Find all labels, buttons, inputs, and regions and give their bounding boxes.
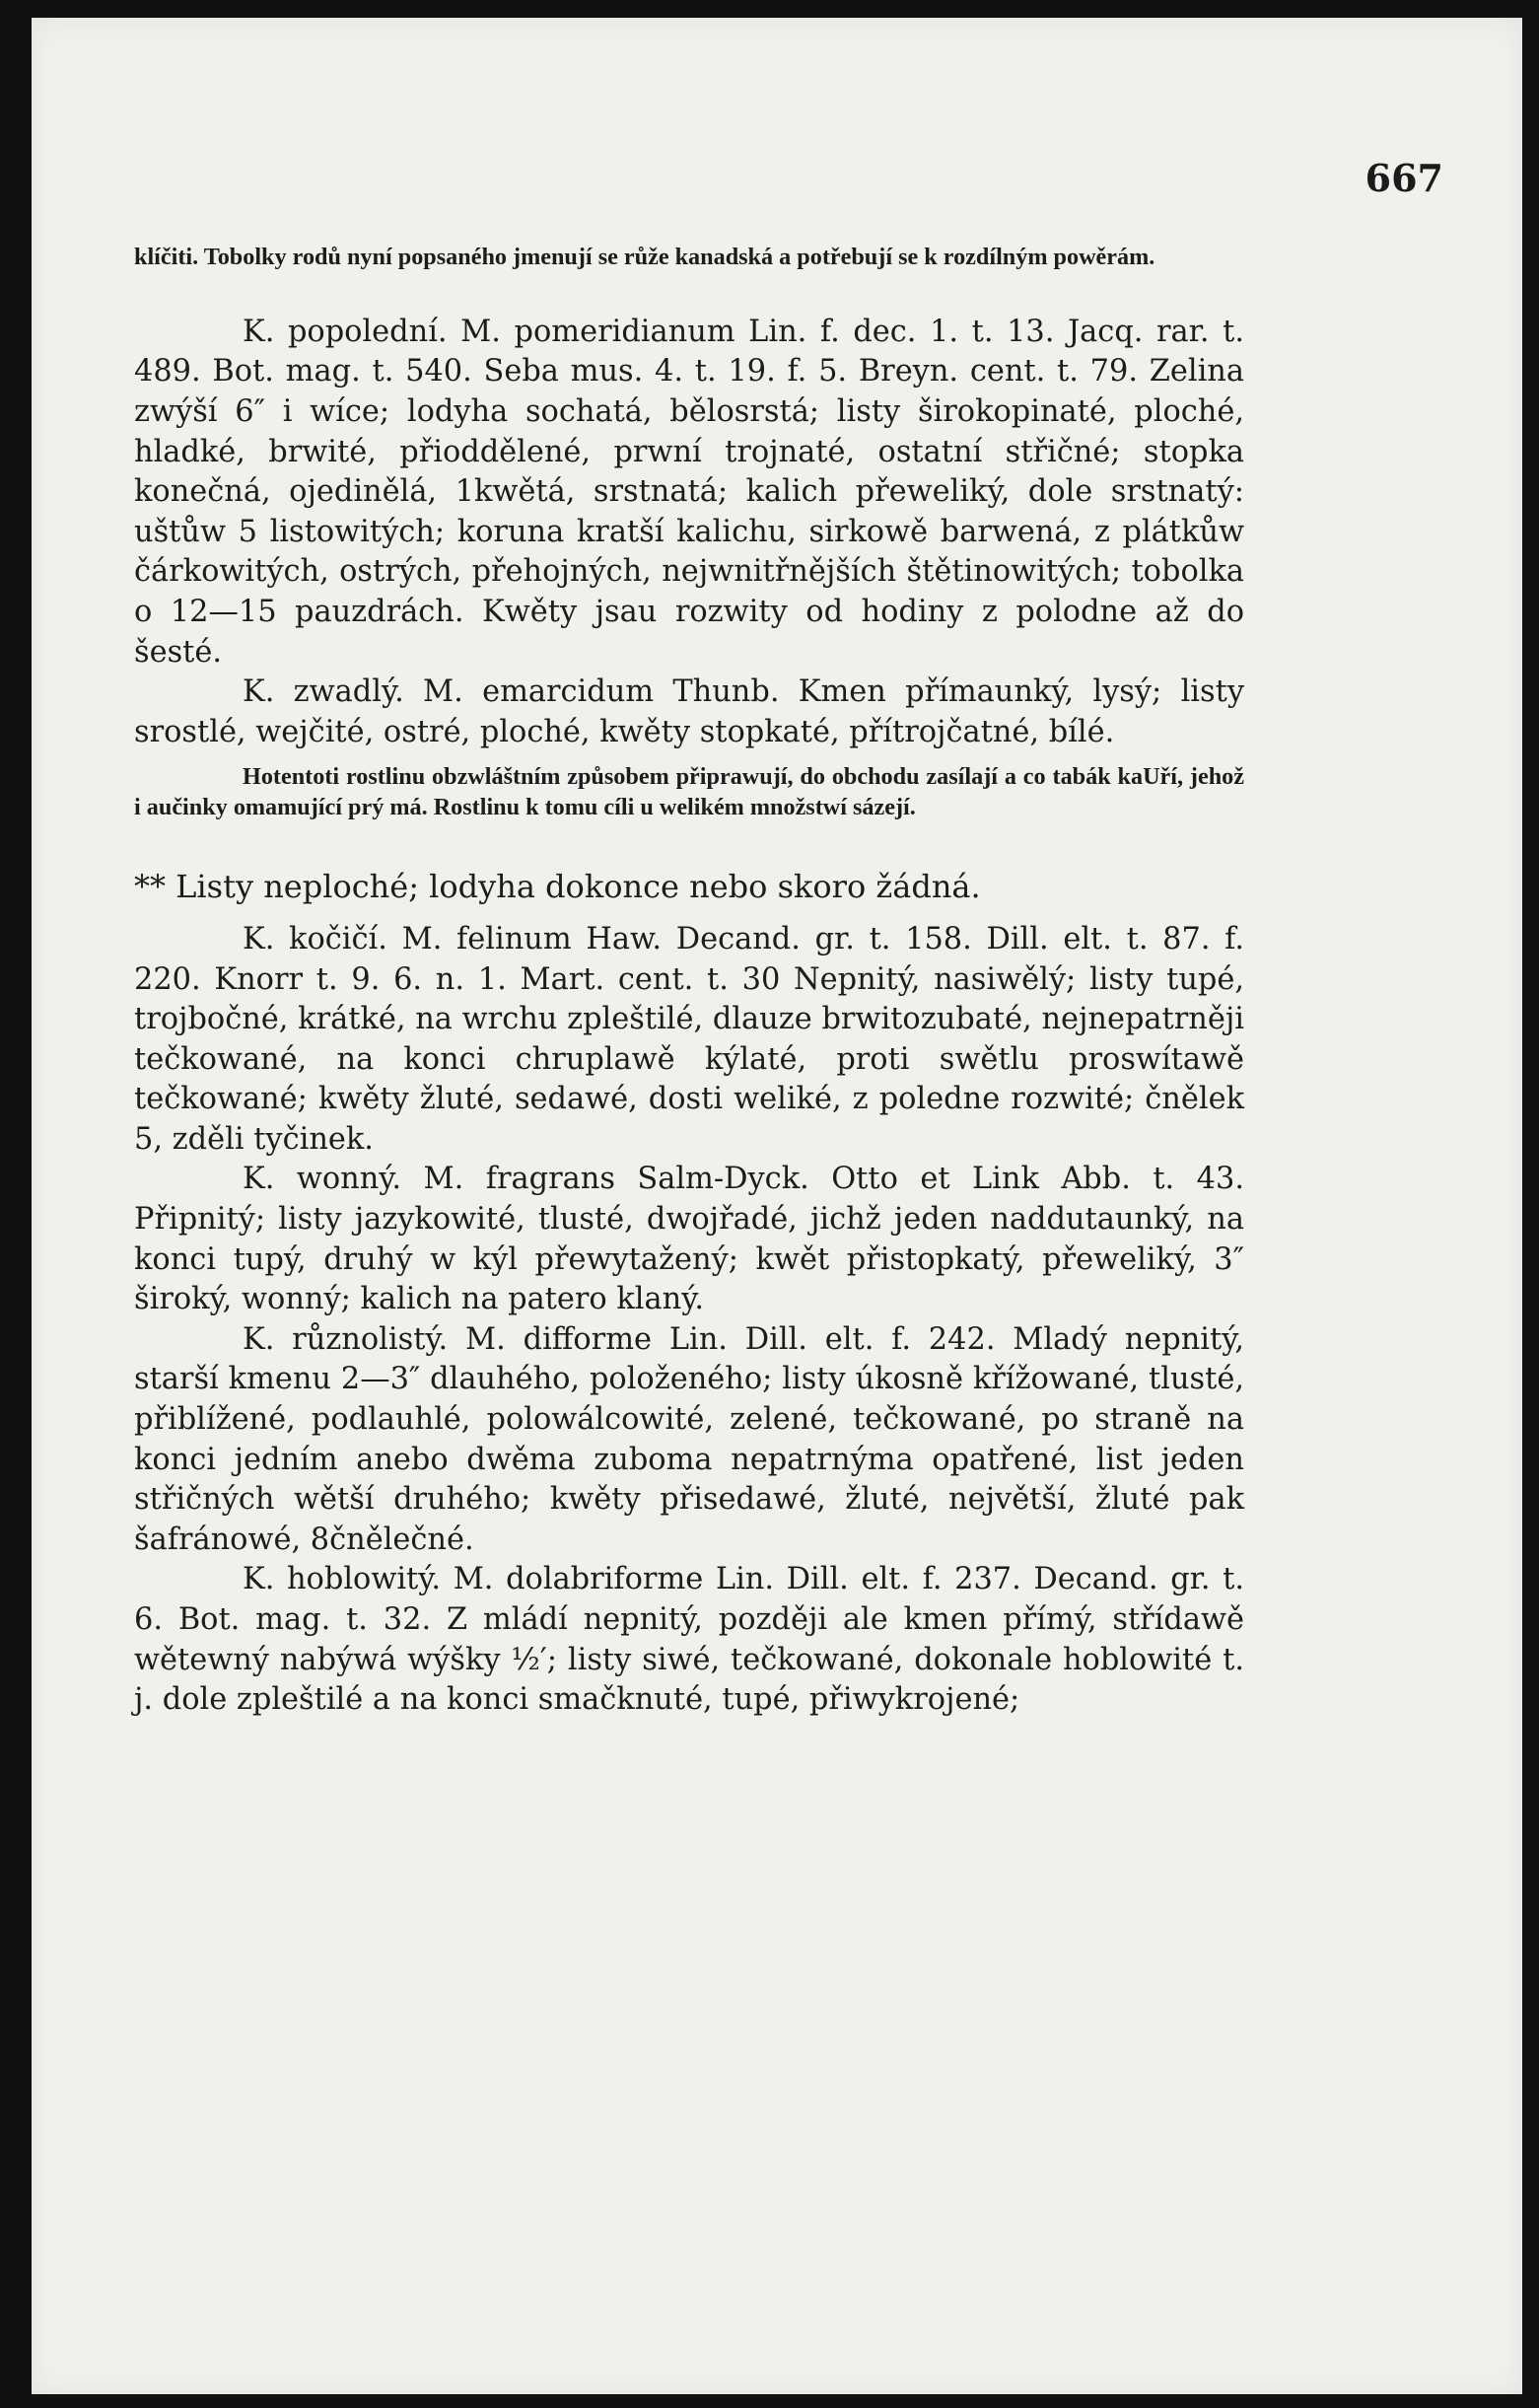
entry-wonny: K. wonný. M. fragrans Salm-Dyck. Otto et Link Abb. t. 43. Připnitý; listy jazykowité, tlusté, dwojřadé, jichž jeden naddutaunký, na konci tupý, druhý w kýl přewytažený; kwět přistopkatý, přeweliký, 3″ široký, wonný; kalich na patero klaný. — [134, 1162, 1244, 1317]
entry-kocici: K. kočičí. M. felinum Haw. Decand. gr. t. 158. Dill. elt. t. 87. f. 220. Knorr t. 9. 6. n. 1. Mart. cent. t. 30 Nepnitý, nasiwělý; listy tupé, trojbočné, krátké, na wrchu zpleštilé, dlauze brwitozubaté, nejnepatrněji tečkowané, na konci chruplawě kýlaté, proti swětlu proswítawě tečkowané; kwěty žluté, sedawé, dosti weliké, z poledne rozwité; čnělek 5, zděli tyčinek. — [134, 921, 1244, 1157]
entry-popoledni: K. popolední. M. pomeridianum Lin. f. dec. 1. t. 13. Jacq. rar. t. 489. Bot. mag. t. 540. Seba mus. 4. t. 19. f. 5. Breyn. cent. t. 79. Zelina zwýší 6″ i wíce; lodyha sochatá, bělosrstá; listy širokopinaté, ploché, hladké, brwité, přioddělené, prwní trojnaté, ostatní střičné; stopka konečná, ojedinělá, 1kwětá, srstnatá; kalich přeweliký, dole srstnatý: uštůw 5 listowitých; koruna kratší kalichu, sirkowě barwená, z plátkůw čárkowitých, ostrých, přehojných, nejwnitřnějších štětinowitých; tobolka o 12—15 pauzdrách. Kwěty jsau rozwity od hodiny z polodne až do šesté. — [134, 314, 1244, 670]
note-hotentoti: Hotentoti rostlinu obzwláštním způsobem připrawují, do obchodu zasílají a co tabák kaUří, jehož i aučinky omamující prý má. Rostlinu k tomu cíli u welikém množstwí sázejí. — [134, 763, 1244, 821]
entry-zwadly: K. zwadlý. M. emarcidum Thunb. Kmen přímaunký, lysý; listy srostlé, wejčité, ostré, ploché, kwěty stopkaté, přítrojčatné, bílé. — [134, 674, 1244, 749]
entry-ruznolisty: K. různolistý. M. difforme Lin. Dill. elt. f. 242. Mladý nepnitý, starší kmenu 2—3″ dlauhého, položeného; listy úkosně křížowané, tlusté, přiblížené, podlauhlé, polowálcowité, zelené, tečkowané, po straně na konci jedním anebo dwěma zuboma nepatrnýma opatřené, list jeden střičných wětší druhého; kwěty přisedawé, žluté, největší, žluté pak šafránowé, 8čnělečné. — [134, 1321, 1244, 1557]
paragraph-continuation: klíčiti. Tobolky rodů nyní popsaného jmenují se růže kanadská a potřebují se k rozdílným powěrám. — [134, 244, 1155, 270]
section-heading: ** Listy neploché; lodyha dokonce nebo skoro žádná. — [134, 867, 981, 905]
entry-hoblowity: K. hoblowitý. M. dolabriforme Lin. Dill. elt. f. 237. Decand. gr. t. 6. Bot. mag. t. 32. Z mládí nepnitý, později ale kmen přímý, střídawě wětewný nabýwá wýšky ½′; listy siwé, tečkowané, dokonale hoblowité t. j. dole zpleštilé a na konci smačknuté, tupé, přiwykrojené; — [134, 1562, 1244, 1718]
book-page — [32, 18, 1522, 2394]
page-text — [134, 243, 1244, 1721]
page-number: 667 — [1364, 156, 1443, 200]
